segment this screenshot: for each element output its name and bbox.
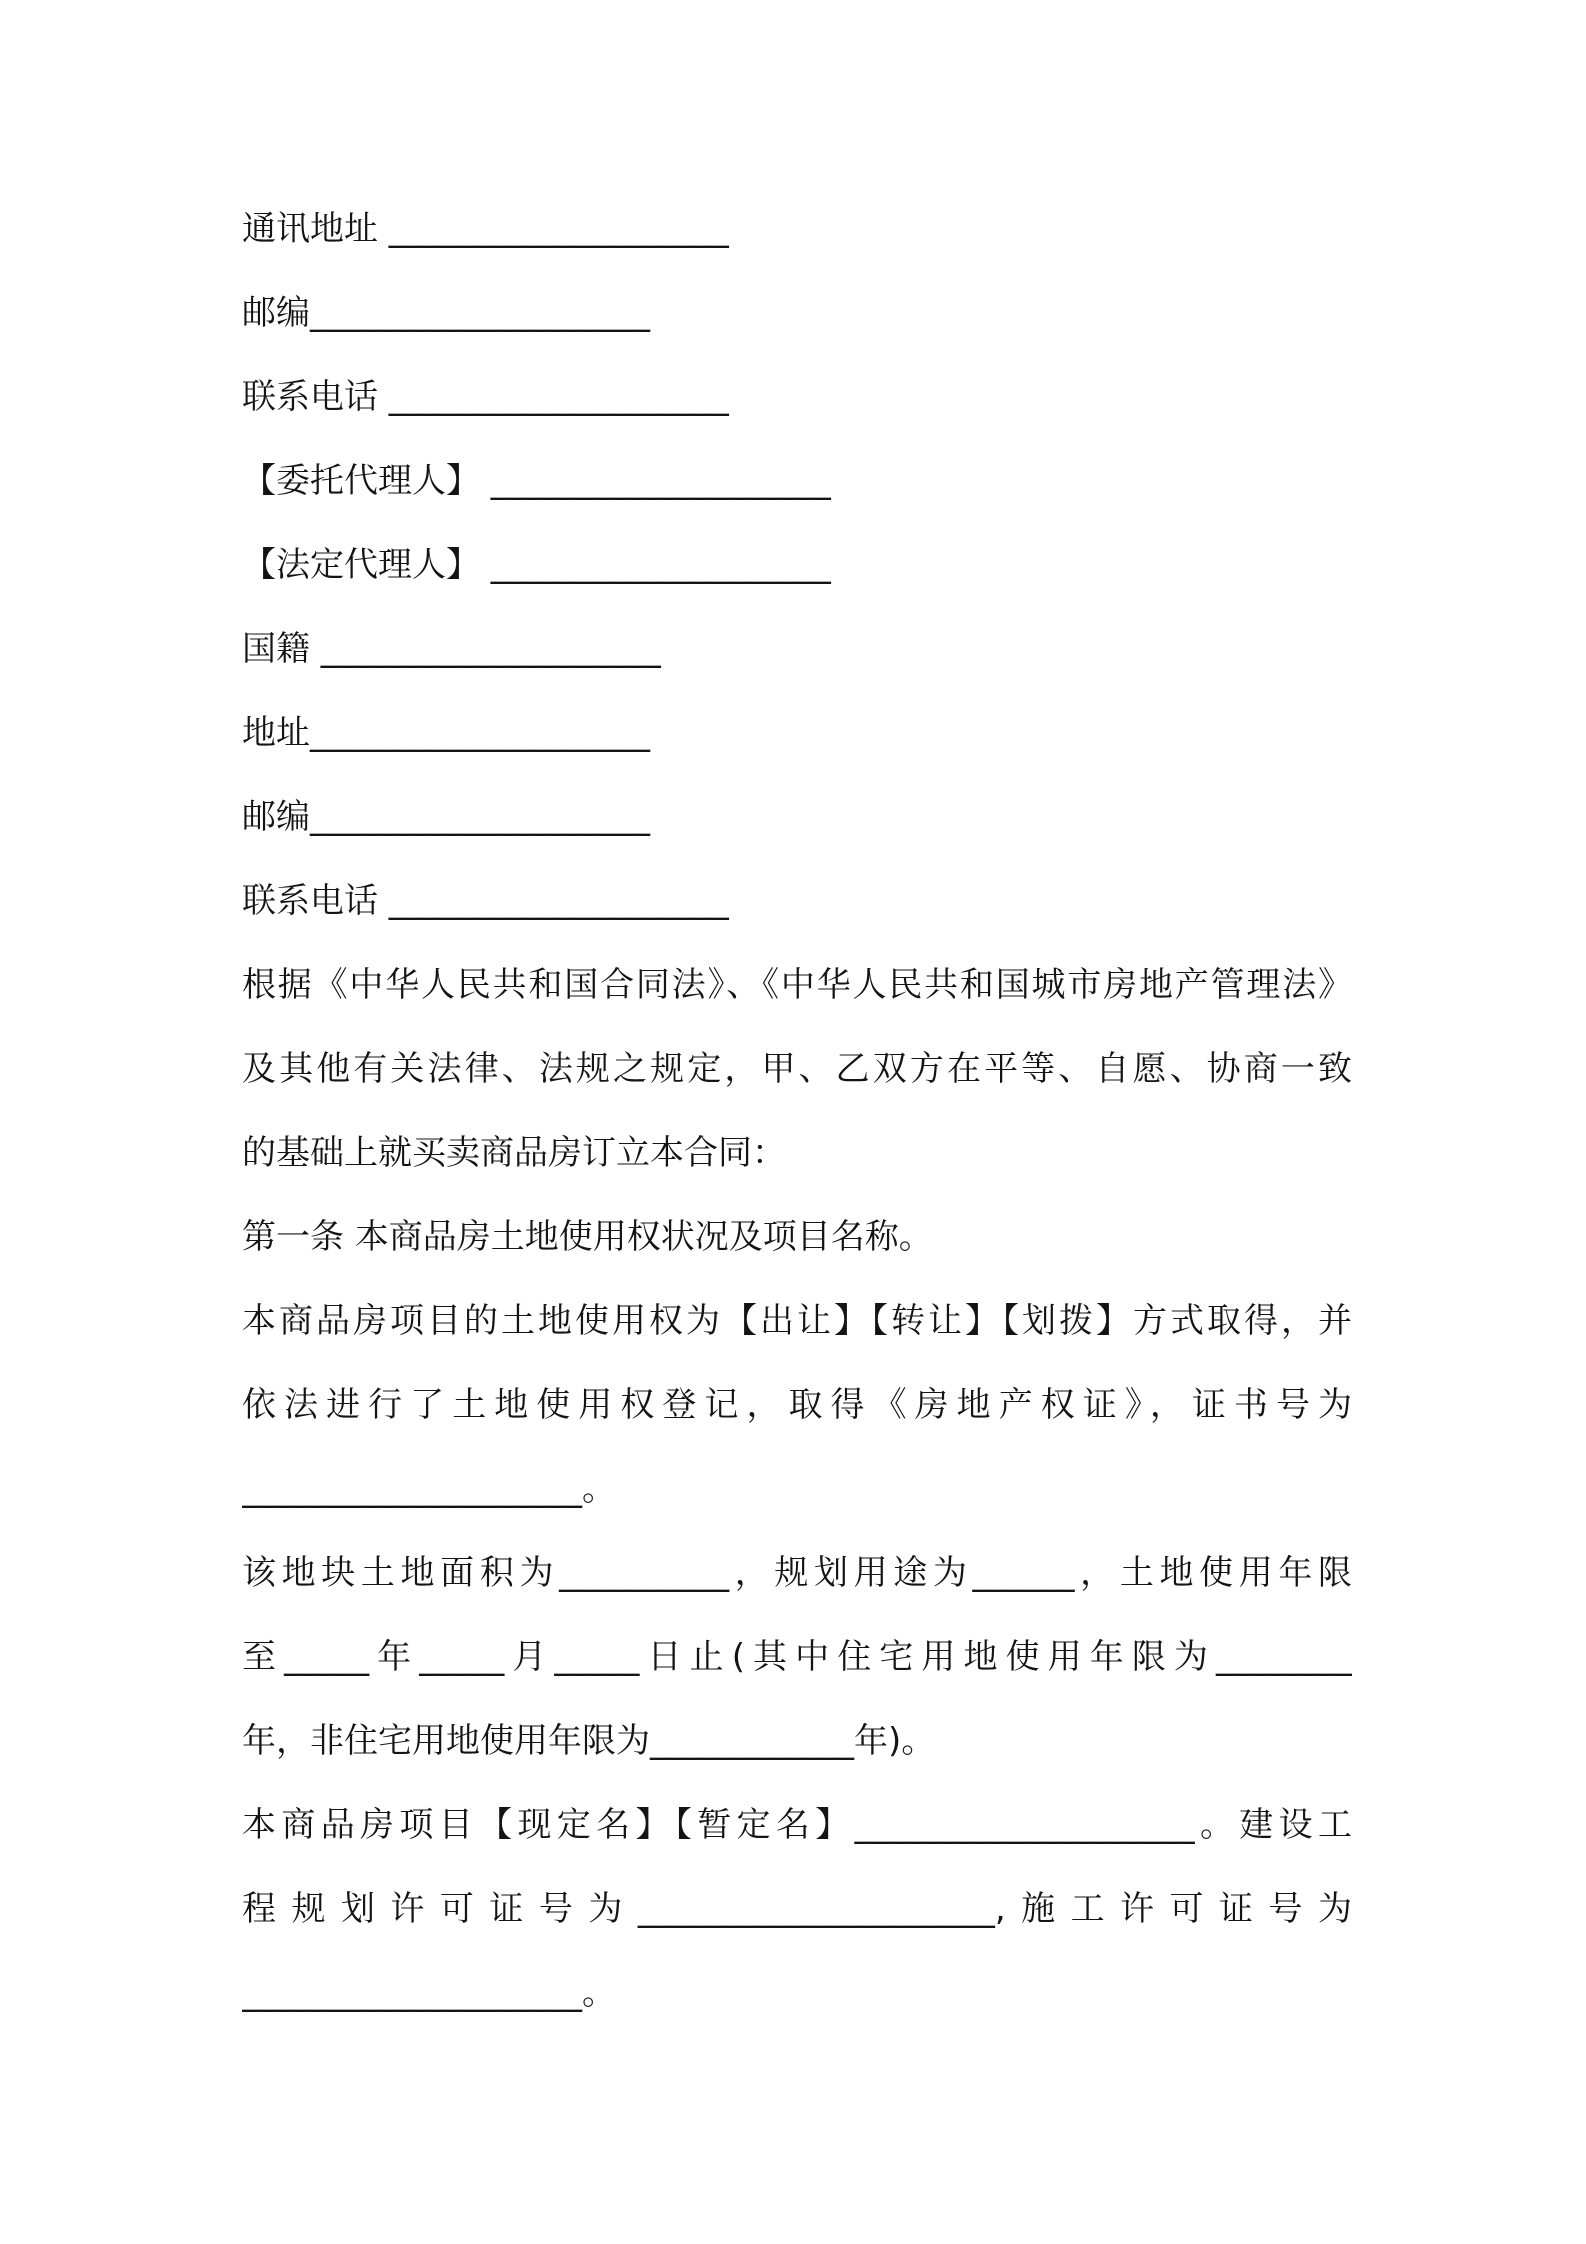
authorized-agent-line: 【委托代理人】 ____________________: [242, 461, 831, 501]
postal-code-line-2: 邮编____________________: [242, 797, 650, 837]
contact-phone-line: 联系电话 ____________________: [242, 377, 729, 417]
preamble-line-2: 及其他有关法律、法规之规定，甲、乙双方在平等、自愿、协商一致: [242, 1049, 1352, 1089]
land-area-line-1: 该地块土地面积为__________，规划用途为______，土地使用年限: [242, 1553, 1352, 1593]
nationality-line: 国籍 ____________________: [242, 629, 661, 669]
certificate-number-blank: ____________________。: [242, 1469, 616, 1509]
land-use-line-1: 本商品房项目的土地使用权为【出让】【转让】【划拨】方式取得，并: [242, 1301, 1352, 1341]
project-name-line-2: 程规划许可证号为_____________________,施工许可证号为: [242, 1889, 1352, 1929]
mailing-address-line: 通讯地址 ____________________: [242, 209, 729, 249]
legal-agent-line: 【法定代理人】 ____________________: [242, 545, 831, 585]
construction-permit-blank: ____________________。: [242, 1973, 616, 2013]
land-area-line-3: 年，非住宅用地使用年限为____________年)。: [242, 1721, 936, 1761]
article-one-heading: 第一条 本商品房土地使用权状况及项目名称。: [242, 1217, 933, 1257]
preamble-line-3: 的基础上就买卖商品房订立本合同：: [242, 1133, 786, 1173]
project-name-line-1: 本商品房项目【现定名】【暂定名】____________________。建设工: [242, 1805, 1352, 1845]
address-line: 地址____________________: [242, 713, 650, 753]
land-use-line-2: 依法进行了土地使用权登记，取得《房地产权证》，证书号为: [242, 1385, 1352, 1425]
postal-code-line: 邮编____________________: [242, 293, 650, 333]
contact-phone-line-2: 联系电话 ____________________: [242, 881, 729, 921]
preamble-line-1: 根据《中华人民共和国合同法》、《中华人民共和国城市房地产管理法》: [242, 965, 1352, 1005]
land-area-line-2: 至_____年_____月_____日止(其中住宅用地使用年限为________: [242, 1637, 1352, 1677]
